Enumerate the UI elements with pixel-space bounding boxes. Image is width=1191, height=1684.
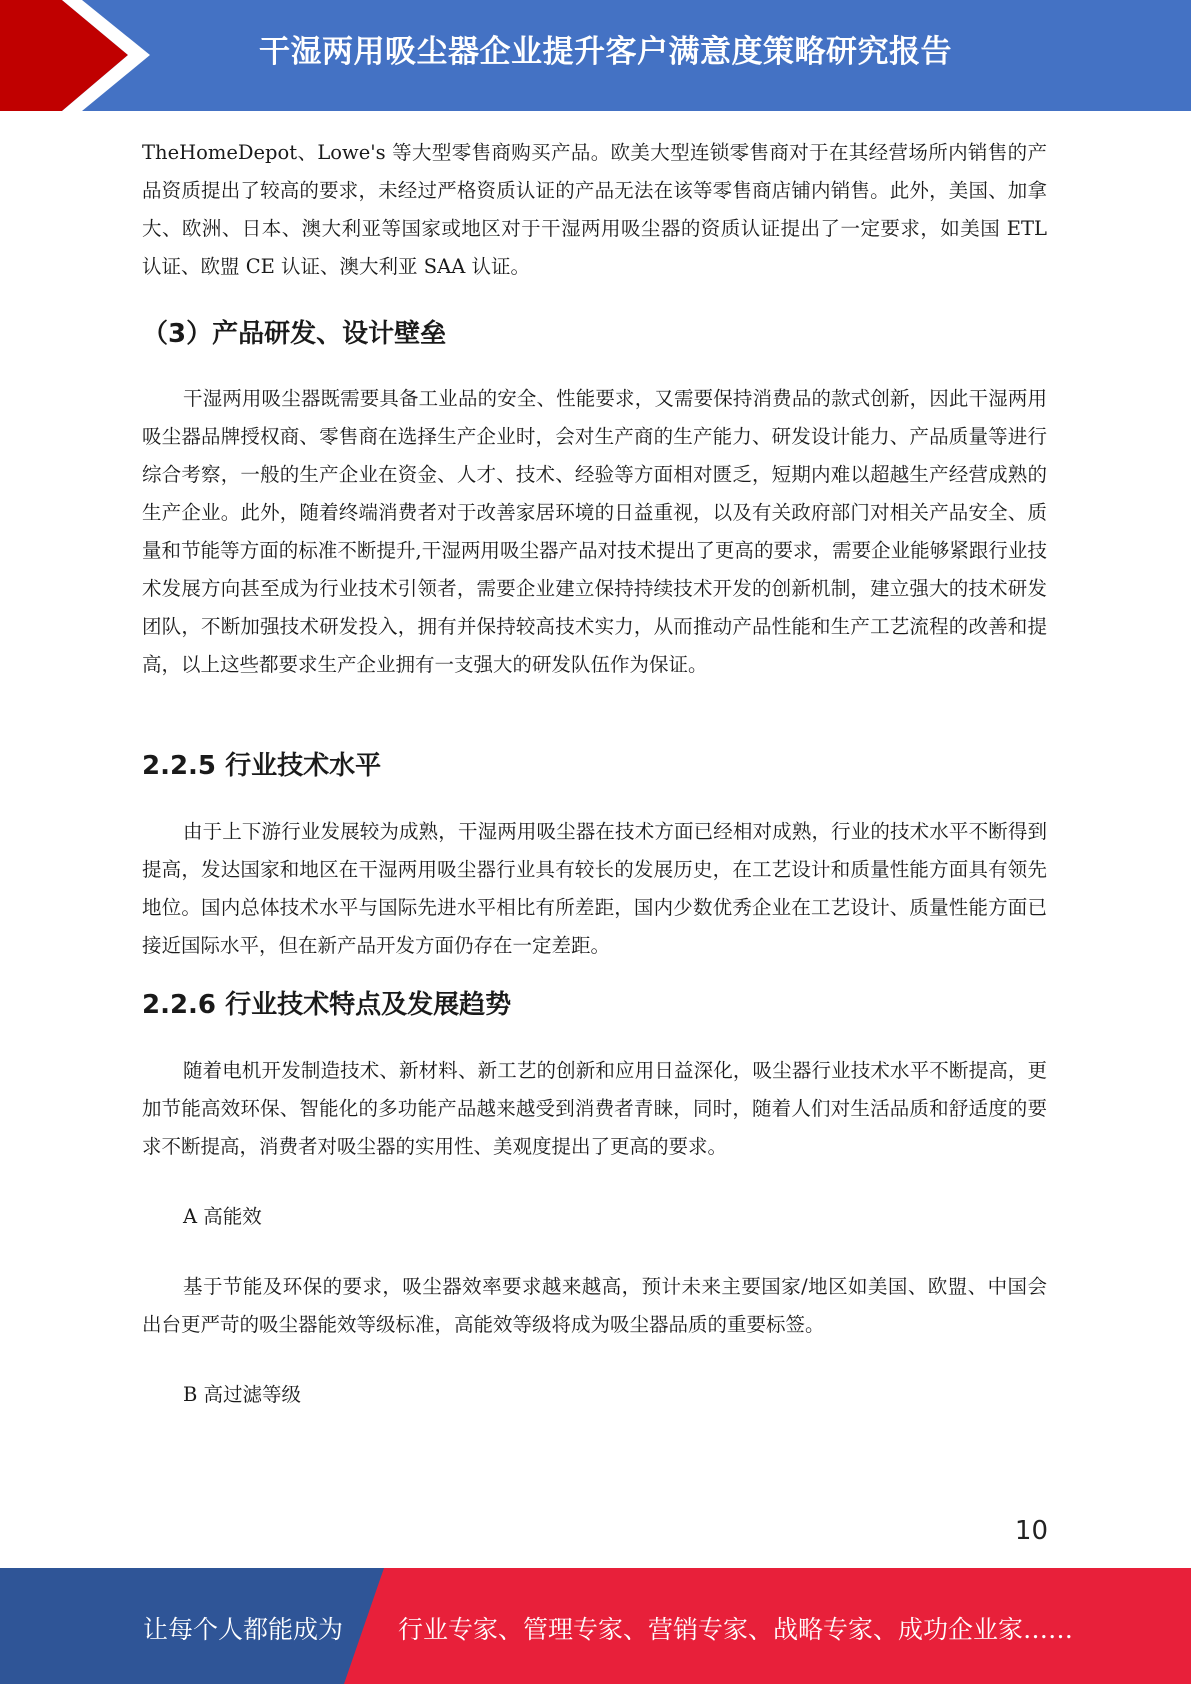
page-header xyxy=(0,0,1191,111)
item-a-heading: A 高能效 xyxy=(183,1205,262,1228)
heading-rd-barrier: （3）产品研发、设计壁垒 xyxy=(142,319,447,349)
header-title: 干湿两用吸尘器企业提升客户满意度策略研究报告 xyxy=(259,34,952,70)
page-footer xyxy=(0,1568,1191,1684)
paragraph-item-a: 基于节能及环保的要求，吸尘器效率要求越来越高，预计未来主要国家/地区如美国、欧盟、中国会出台更严苛的吸尘器能效等级标准，高能效等级将成为吸尘器品质的重要标签。 xyxy=(142,1275,1047,1336)
footer-slogan-left: 让每个人都能成为 xyxy=(143,1615,344,1644)
paragraph-rd-barrier: 干湿两用吸尘器既需要具备工业品的安全、性能要求，又需要保持消费品的款式创新，因此干湿两用吸尘器品牌授权商、零售商在选择生产企业时，会对生产商的生产能力、研发设计能力、产品质量等进行综合考察，一般的生产企业在资金、人才、技术、经验等方面相对匮乏，短期内难以超越生产经营成熟的生产企业。此外，随着终端消费者对于改善家居环境的日益重视，以及有关政府部门对相关产品安全、质量和节能等方面的标准不断提升,干湿两用吸尘器产品对技术提出了更高的要求，需要企业能够紧跟行业技术发展方向甚至成为行业技术引领者，需要企业建立保持持续技术开发的创新机制，建立强大的技术研发团队，不断加强技术研发投入，拥有并保持较高技术实力，从而推动产品性能和生产工艺流程的改善和提高，以上这些都要求生产企业拥有一支强大的研发队伍作为保证。 xyxy=(142,387,1047,676)
heading-section-2-2-6: 2.2.6 行业技术特点及发展趋势 xyxy=(142,990,512,1020)
paragraph-intro: TheHomeDepot、Lowe's 等大型零售商购买产品。欧美大型连锁零售商对于在其经营场所内销售的产品资质提出了较高的要求，未经过严格资质认证的产品无法在该等零售商店铺内销售。此外，美国、加拿大、欧洲、日本、澳大利亚等国家或地区对于干湿两用吸尘器的资质认证提出了一定要求，如美国 ETL 认证、欧盟 CE 认证、澳大利亚 SAA 认证。 xyxy=(142,141,1047,278)
paragraph-section-2-2-5: 由于上下游行业发展较为成熟，干湿两用吸尘器在技术方面已经相对成熟，行业的技术水平不断得到提高，发达国家和地区在干湿两用吸尘器行业具有较长的发展历史，在工艺设计和质量性能方面具有领先地位。国内总体技术水平与国际先进水平相比有所差距，国内少数优秀企业在工艺设计、质量性能方面已接近国际水平，但在新产品开发方面仍存在一定差距。 xyxy=(142,820,1047,957)
document-body xyxy=(142,134,1047,1414)
item-b-heading: B 高过滤等级 xyxy=(183,1383,302,1406)
footer-slogan-right: 行业专家、管理专家、营销专家、战略专家、成功企业家…… xyxy=(398,1615,1074,1644)
page-number: 10 xyxy=(1014,1516,1048,1546)
paragraph-section-2-2-6: 随着电机开发制造技术、新材料、新工艺的创新和应用日益深化，吸尘器行业技术水平不断提高，更加节能高效环保、智能化的多功能产品越来越受到消费者青睐，同时，随着人们对生活品质和舒适度的要求不断提高，消费者对吸尘器的实用性、美观度提出了更高的要求。 xyxy=(142,1059,1047,1158)
heading-section-2-2-5: 2.2.5 行业技术水平 xyxy=(142,751,382,781)
